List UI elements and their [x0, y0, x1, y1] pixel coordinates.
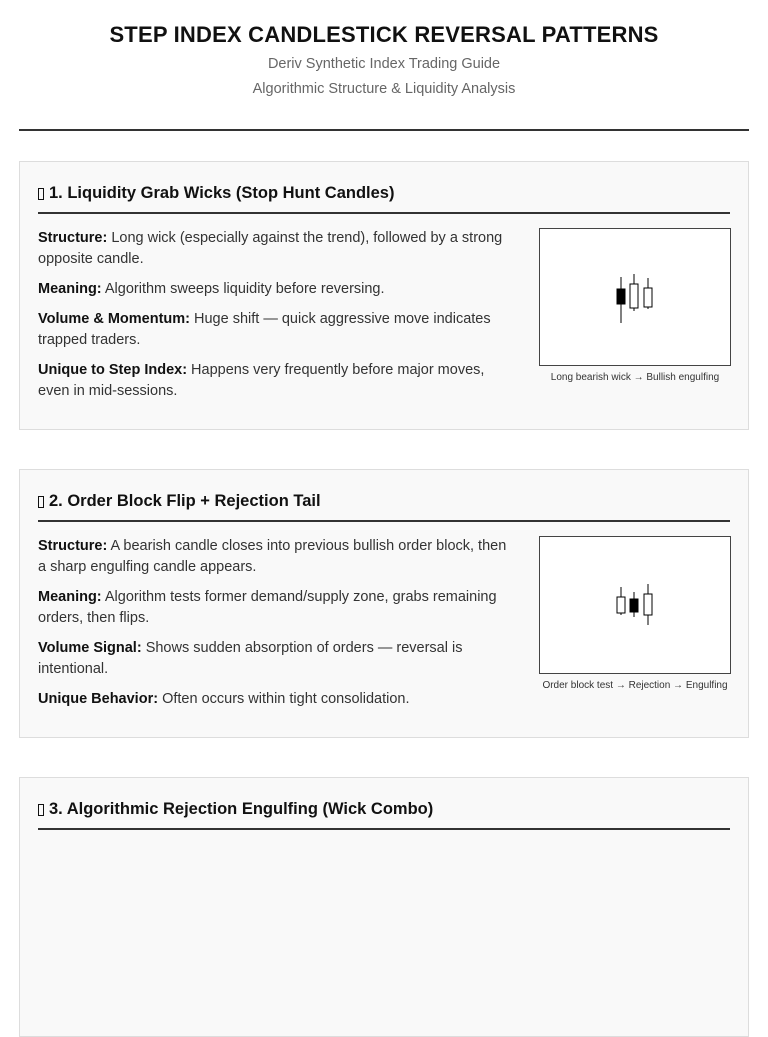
- detail-text: A bearish candle closes into previous bullish order block, then a sharp engulfing candle appears.: [38, 538, 507, 575]
- section-heading-bar: [38, 182, 730, 214]
- missing-glyph-icon: [38, 804, 44, 816]
- document-header: [0, 0, 768, 99]
- detail-meaning: [38, 587, 516, 629]
- detail-label: Meaning:: [38, 589, 102, 605]
- bearish-candle: [630, 599, 638, 612]
- section-description: [38, 536, 516, 719]
- detail-meaning: [38, 279, 516, 300]
- detail-unique-behavior: [38, 689, 516, 710]
- candlestick-figure: [539, 228, 731, 386]
- bullish-candle: [617, 597, 625, 613]
- bullish-candle: [644, 288, 652, 307]
- page-subtitle: Deriv Synthetic Index Trading Guide: [267, 56, 501, 72]
- candlestick-svg: [540, 229, 730, 365]
- pattern-section-rejection-engulfing: [19, 777, 749, 1037]
- page-subtitle-secondary: Algorithmic Structure & Liquidity Analysis: [252, 81, 516, 97]
- detail-label: Volume & Momentum:: [38, 311, 190, 327]
- detail-unique: [38, 360, 516, 402]
- detail-label: Structure:: [38, 538, 108, 554]
- detail-text: Algorithm sweeps liquidity before reversing.: [101, 281, 385, 297]
- detail-text: Huge shift — quick aggressive move indicates trapped traders.: [38, 311, 491, 348]
- section-heading-bar: [38, 798, 730, 830]
- detail-label: Meaning:: [38, 281, 102, 297]
- bullish-candle: [630, 284, 638, 308]
- candlestick-svg: [540, 537, 730, 673]
- detail-structure: [38, 228, 516, 270]
- bearish-candle: [617, 289, 625, 304]
- detail-text: Often occurs within tight consolidation.: [158, 691, 410, 707]
- detail-volume-signal: [38, 638, 516, 680]
- missing-glyph-icon: [38, 188, 44, 200]
- figure-caption: Long bearish wick → Bullish engulfing: [550, 372, 720, 383]
- section-heading-bar: [38, 490, 730, 522]
- detail-volume-momentum: [38, 309, 516, 351]
- detail-text: Shows sudden absorption of orders — reversal is intentional.: [38, 640, 463, 677]
- pattern-section-liquidity-grab: [19, 161, 749, 430]
- candlestick-diagram: [539, 536, 731, 674]
- detail-label: Unique to Step Index:: [38, 362, 188, 378]
- missing-glyph-icon: [38, 496, 44, 508]
- bullish-candle: [644, 594, 652, 615]
- header-divider: [19, 129, 749, 131]
- detail-label: Structure:: [38, 230, 108, 246]
- section-heading: 1. Liquidity Grab Wicks (Stop Hunt Candles): [49, 184, 395, 202]
- section-description: [38, 228, 516, 411]
- pattern-section-order-block-flip: [19, 469, 749, 738]
- detail-structure: [38, 536, 516, 578]
- detail-label: Volume Signal:: [38, 640, 142, 656]
- detail-label: Unique Behavior:: [38, 691, 159, 707]
- detail-text: Happens very frequently before major moves, even in mid-sessions.: [38, 362, 485, 399]
- page-title: STEP INDEX CANDLESTICK REVERSAL PATTERNS: [109, 22, 659, 47]
- candlestick-figure: [539, 536, 731, 694]
- figure-caption: Order block test → Rejection → Engulfing: [542, 680, 728, 691]
- detail-text: Algorithm tests former demand/supply zone, grabs remaining orders, then flips.: [38, 589, 497, 626]
- section-heading: 3. Algorithmic Rejection Engulfing (Wick Combo): [49, 800, 434, 818]
- section-heading: 2. Order Block Flip + Rejection Tail: [49, 492, 321, 510]
- candlestick-diagram: [539, 228, 731, 366]
- detail-text: Long wick (especially against the trend), followed by a strong opposite candle.: [38, 230, 503, 267]
